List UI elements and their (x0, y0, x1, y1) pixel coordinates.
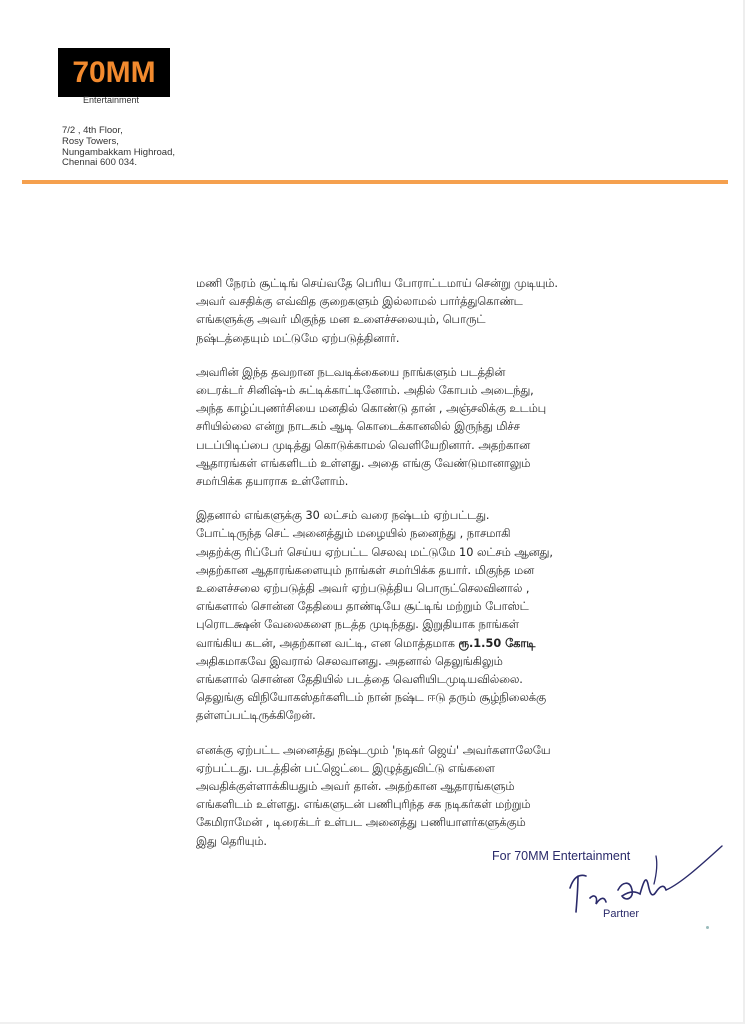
text-line: கேமிராமேன் , டிரைக்டர் உள்பட அனைத்து பணியாளர்களுக்கும் (196, 816, 526, 830)
handwritten-signature (560, 836, 730, 926)
text-line: அவதிக்குள்ளாக்கியதும் அவர் தான். அதற்கான ஆதாரங்களும் (196, 780, 515, 794)
text-line: அவரின் இந்த தவறான நடவடிக்கையை நாங்களும் படத்தின் (196, 365, 506, 379)
text-line: இதனால் எங்களுக்கு 30 லட்சம் வரை நஷ்டம் ஏற்பட்டது. (196, 509, 490, 523)
text-line: மணி நேரம் சூட்டிங் செய்வதே பெரிய போராட்டமாய் சென்று முடியும். (196, 277, 558, 290)
paragraph (196, 507, 696, 725)
text-line: எங்களால் சொன்ன தேதியில் படத்தை வெளியிடமுடியவில்லை. (196, 673, 523, 687)
text-line: டைரக்டர் சினிஷ்-ம் சுட்டிக்காட்டினோம். அதில் கோபம் அடைந்து, (196, 384, 534, 398)
amount-highlight: ரூ.1.50 கோடி (458, 636, 536, 650)
logo-wordmark: 70MM (72, 55, 156, 89)
text-line: சமர்பிக்க தயாராக உள்ளோம். (196, 475, 349, 489)
text-line: அதிகமாகவே இவரால் செலவானது. அதனால் தெலுங்கிலும் (196, 654, 503, 668)
header-divider (22, 180, 728, 184)
text-line: படப்பிடிப்பை முடித்து கொடுக்காமல் வெளியேறினார். அதற்கான (196, 438, 531, 452)
text-segment: வாங்கிய கடன், அதற்கான வட்டி, என மொத்தமாக (196, 636, 459, 650)
text-line: எங்களுக்கு அவர் மிகுந்த மன உளைச்சலையும், பொருட் (196, 313, 486, 327)
paragraph (196, 364, 696, 491)
text-line: போட்டிருந்த செட் அனைத்தும் மழையில் நனைந்து , நாசமாகி (196, 527, 511, 541)
text-line: ஆதாரங்கள் எங்களிடம் உள்ளது. அதை எங்கு வேண்டுமானாலும் (196, 456, 531, 470)
text-line: எங்களால் சொன்ன தேதியை தாண்டியே சூட்டிங் மற்றும் போஸ்ட் (196, 600, 529, 614)
text-line: இது தெரியும். (196, 834, 268, 848)
text-line: நஷ்டத்தையும் மட்டுமே ஏற்படுத்தினார். (196, 331, 400, 345)
logo-subtitle: Entertainment (83, 95, 140, 105)
text-line: உளைச்சலை ஏற்படுத்தி அவர் ஏற்படுத்திய பொருட்செலவினால் , (196, 582, 530, 596)
text-line: தள்ளப்பட்டிருக்கிறேன். (196, 709, 316, 723)
text-line: அவர் வசதிக்கு எவ்வித குறைகளும் இல்லாமல் பார்த்துகொண்ட (196, 295, 523, 309)
company-logo (58, 48, 170, 97)
paragraph (196, 742, 696, 851)
address-line: 7/2 , 4th Floor, (62, 125, 123, 136)
company-address (62, 126, 175, 169)
scan-speck (706, 926, 709, 929)
signoff-title: Partner (603, 908, 640, 920)
text-line: சரியில்லை என்று நாடகம் ஆடி கொடைக்கானலில் இருந்து மிச்ச (196, 420, 520, 434)
text-line: அதற்கான ஆதாரங்களையும் நாங்கள் சமர்பிக்க தயார். மிகுந்த மன (196, 563, 535, 577)
text-line: எங்களிடம் உள்ளது. எங்களுடன் பணிபுரிந்த சக நடிகர்கள் மற்றும் (196, 798, 531, 812)
address-line: Nungambakkam Highroad, (62, 146, 176, 158)
paragraph (196, 275, 696, 348)
text-line: புரொடக்ஷன் வேலைகளை நடத்த முடிந்தது. இறுதியாக நாங்கள் (196, 618, 519, 632)
text-line: அதற்க்கு ரிப்பேர் செய்ய ஏற்பட்ட செலவு மட்டுமே 10 லட்சம் ஆனது, (196, 545, 553, 559)
letter-body (196, 275, 696, 867)
text-line: தெலுங்கு விநியோகஸ்தர்களிடம் நான் நஷ்ட ஈடு தரும் சூழ்நிலைக்கு (196, 691, 546, 705)
address-line: Chennai 600 034. (62, 157, 138, 169)
text-line: எனக்கு ஏற்பட்ட அனைத்து நஷ்டமும் 'நடிகர் ஜெய்' அவர்களாலேயே (196, 743, 551, 757)
address-line: Rosy Towers, (62, 135, 119, 147)
signoff-company: For 70MM Entertainment (492, 849, 631, 863)
text-line (196, 635, 696, 653)
text-line: அந்த காழ்ப்புணர்சியை மனதில் கொண்டு தான் , அஞ்சலிக்கு உடம்பு (196, 402, 547, 416)
text-line: ஏற்பட்டது. படத்தின் பட்ஜெட்டை இழுத்துவிட்டு எங்களை (196, 761, 495, 775)
